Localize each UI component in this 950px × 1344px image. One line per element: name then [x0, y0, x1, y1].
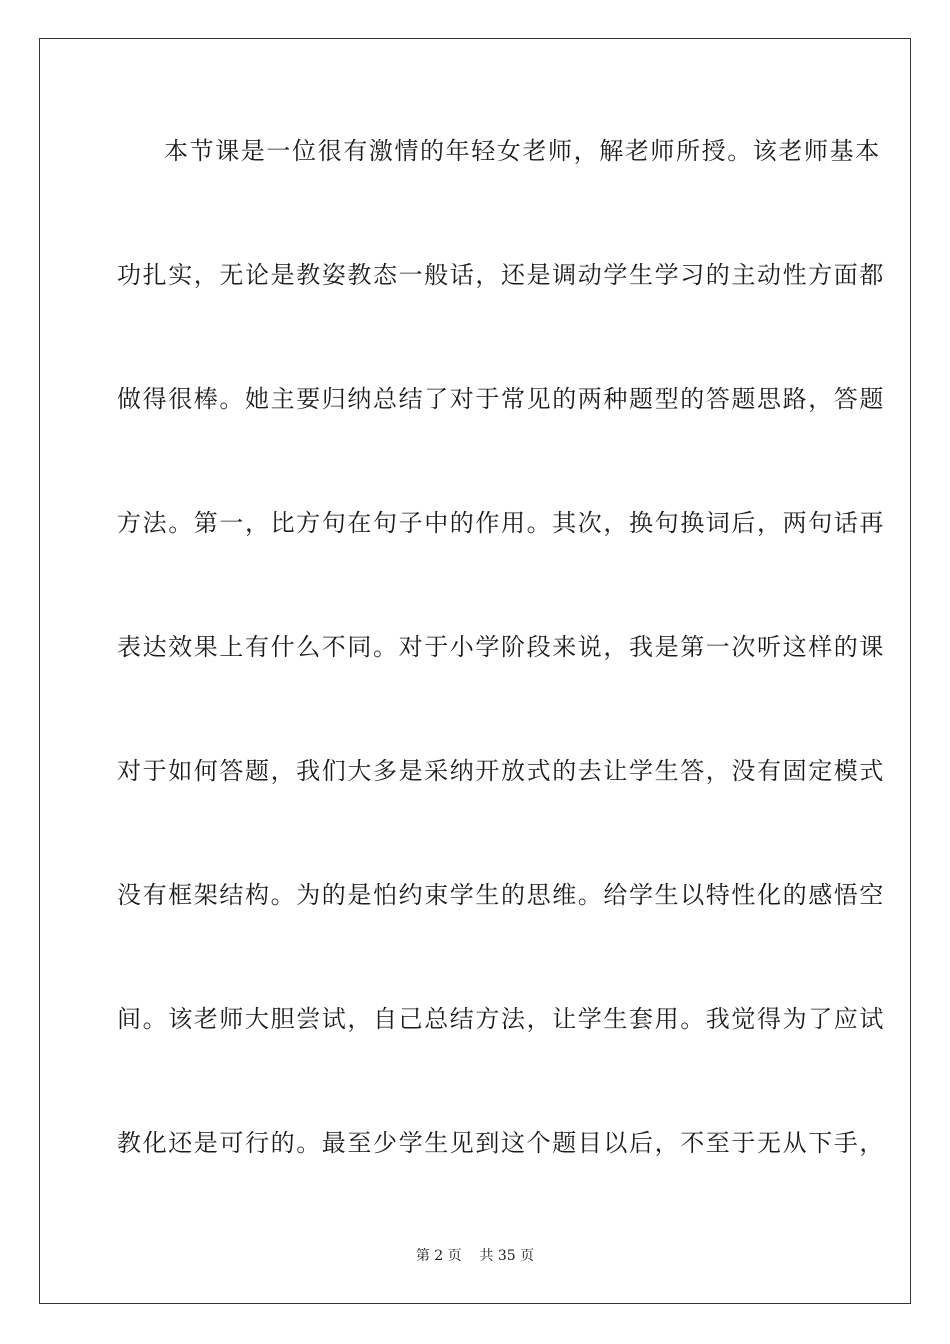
paragraph-line: 对于如何答题，我们大多是采纳开放式的去让学生答，没有固定模式	[117, 757, 885, 785]
page-footer	[0, 1246, 950, 1266]
page-number: 第 2 页	[415, 1248, 462, 1264]
paragraph-line: 功扎实，无论是教姿教态一般话，还是调动学生学习的主动性方面都	[117, 261, 885, 289]
paragraph-line: 做得很棒。她主要归纳总结了对于常见的两种题型的答题思路，答题	[117, 385, 885, 413]
paragraph-line: 表达效果上有什么不同。对于小学阶段来说，我是第一次听这样的课	[117, 633, 885, 661]
paragraph-line: 本节课是一位很有激情的年轻女老师，解老师所授。该老师基本	[164, 137, 881, 165]
page-total: 共 35 页	[479, 1248, 535, 1264]
paragraph-line: 没有框架结构。为的是怕约束学生的思维。给学生以特性化的感悟空	[117, 881, 885, 909]
paragraph-line: 方法。第一，比方句在句子中的作用。其次，换句换词后，两句话再	[117, 509, 885, 537]
page-border	[39, 38, 911, 1304]
paragraph-line: 教化还是可行的。最至少学生见到这个题目以后，不至于无从下手，	[117, 1129, 885, 1157]
paragraph-line: 间。该老师大胆尝试，自己总结方法，让学生套用。我觉得为了应试	[117, 1005, 885, 1033]
